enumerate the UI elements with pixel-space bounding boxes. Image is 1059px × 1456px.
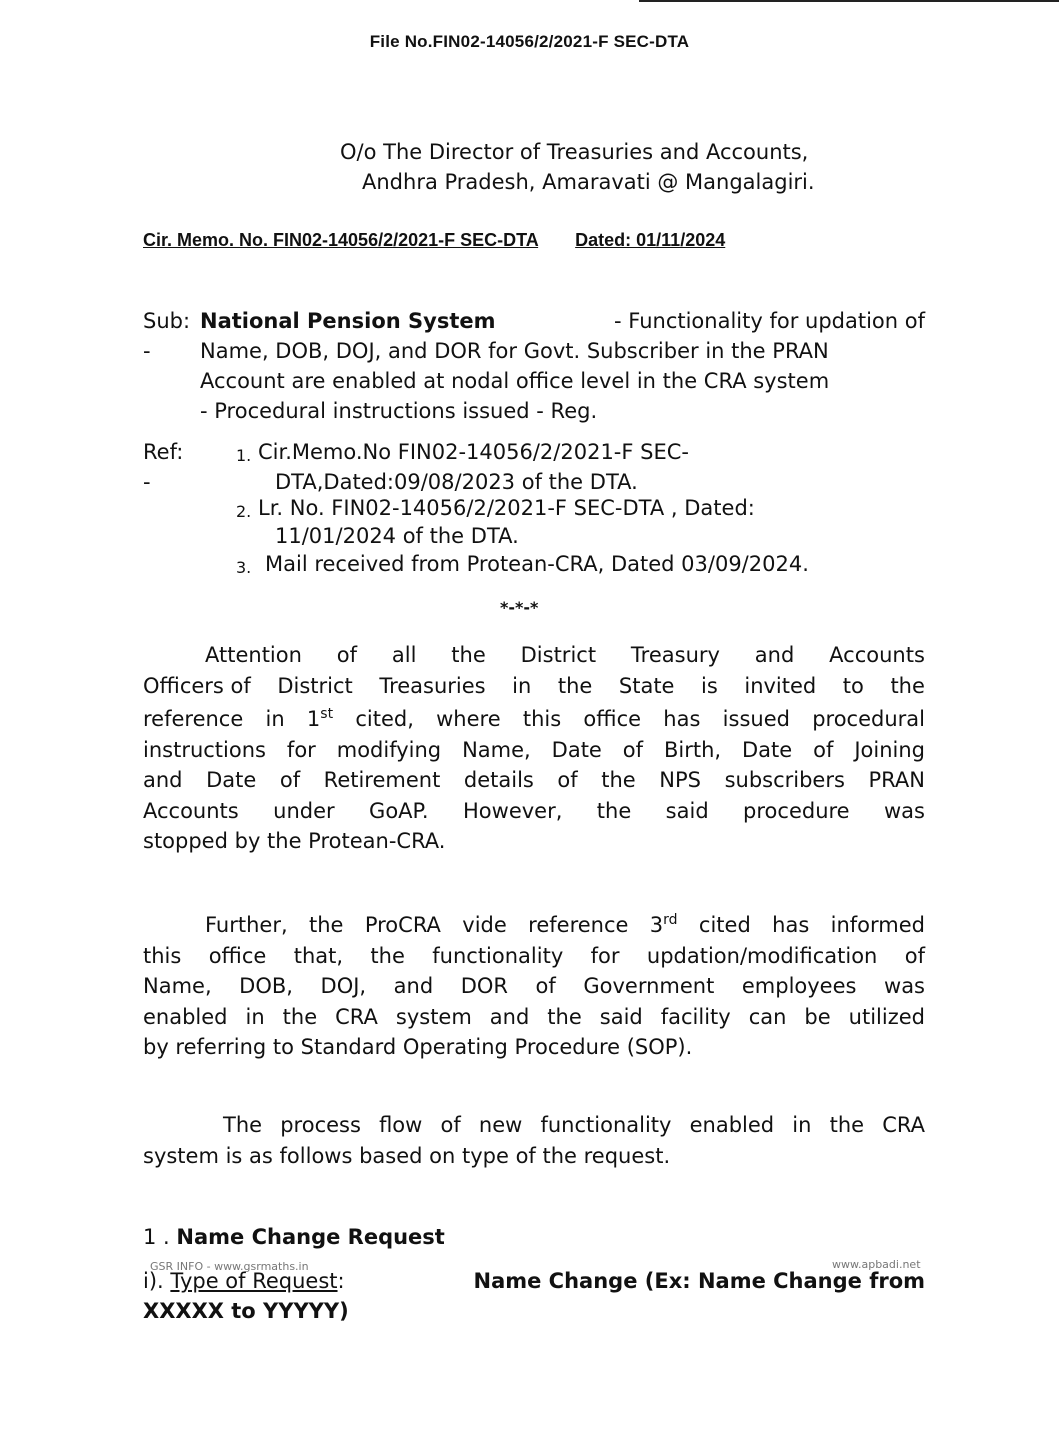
ref-1-line-1: Cir.Memo.No FIN02-14056/2/2021-F SEC- [258, 440, 689, 464]
memo-reference-line [143, 230, 725, 251]
para1-line-5: and Date of Retirement details of the NPS subscribers PRAN [143, 768, 925, 792]
word: Treasuries [379, 673, 486, 698]
para2-line-4: enabled in the CRA system and the said facility can be utilized [143, 1004, 925, 1029]
subject-title: National Pension System [200, 309, 496, 333]
word: is [701, 673, 718, 698]
para1-line-6: Accounts under GoAP. However, the said procedure was [143, 798, 925, 823]
memo-date: Dated: 01/11/2024 [575, 230, 726, 250]
word: State [618, 673, 675, 698]
ref-1-num: 1. [236, 446, 252, 465]
item-label: Type of Request [170, 1269, 338, 1293]
subject-line-3: Account are enabled at nodal office level in the CRA system [200, 369, 830, 393]
word: Accounts [829, 643, 925, 667]
text: Further, the ProCRA vide reference 3 [205, 913, 664, 937]
para2-line-5: by referring to Standard Operating Procedure (SOP). [143, 1035, 693, 1059]
text: reference in 1 [143, 707, 321, 731]
watermark-left: GSR INFO - www.gsrmaths.in [150, 1260, 309, 1273]
word: of [336, 643, 358, 667]
para3-line-1: The process flow of new functionality enabled in the CRA [223, 1113, 925, 1137]
superscript: st [320, 706, 334, 722]
ref-3-num: 3. [236, 558, 252, 577]
word: Officers of [143, 673, 251, 698]
watermark-right: www.apbadi.net [832, 1258, 921, 1271]
word: to [842, 673, 864, 698]
office-line-2: Andhra Pradesh, Amaravati @ Mangalagiri. [362, 170, 815, 194]
text: cited, where this office has issued procedural [333, 707, 925, 731]
office-line-1: O/o The Director of Treasuries and Accounts, [340, 140, 809, 164]
para2-line-3: Name, DOB, DOJ, and DOR of Government employees was [143, 974, 925, 998]
text: cited has informed [677, 913, 925, 937]
top-rule [639, 0, 1059, 2]
word: invited [744, 673, 817, 698]
section-number: 1 . [143, 1225, 170, 1249]
subject-label: Sub: [143, 309, 191, 333]
ref-2-num: 2. [236, 502, 252, 521]
word: and [754, 643, 795, 667]
word: Attention [205, 643, 302, 667]
file-number: File No.FIN02-14056/2/2021-F SEC-DTA [369, 32, 690, 51]
item-value-line-1: Name Change (Ex: Name Change from [473, 1269, 925, 1293]
paragraph-attention [143, 640, 925, 857]
para2-line-2: this office that, the functionality for updation/modification of [143, 943, 925, 968]
office-address [340, 137, 815, 197]
word: in [512, 673, 532, 698]
memo-number: Cir. Memo. No. FIN02-14056/2/2021-F SEC-DTA [143, 230, 539, 250]
word: the [451, 643, 486, 667]
paragraph-further [143, 910, 925, 1063]
subject-line-4: - Procedural instructions issued - Reg. [200, 399, 598, 423]
word: District [520, 643, 597, 667]
subject-dash: - [143, 339, 151, 363]
section-1-heading [143, 1222, 445, 1252]
subject-line-1-rest: - Functionality for updation of [614, 309, 925, 333]
para2-line-1 [143, 910, 925, 941]
paragraph-process-flow [143, 1110, 925, 1171]
para1-line-7: stopped by the Protean-CRA. [143, 829, 446, 853]
section-title: Name Change Request [176, 1225, 445, 1249]
item-colon: : [337, 1269, 345, 1293]
word: the [557, 673, 593, 698]
para3-line-2: system is as follows based on type of the request. [143, 1143, 671, 1168]
para1-line-1 [143, 640, 925, 671]
section-1-item [143, 1266, 925, 1326]
item-value-line-2: XXXXX to YYYYY) [143, 1299, 349, 1323]
word: District [277, 673, 353, 698]
word: Treasury [630, 643, 720, 667]
word: all [391, 643, 417, 667]
superscript: rd [663, 912, 678, 928]
ref-1-line-2: DTA,Dated:09/08/2023 of the DTA. [275, 470, 638, 494]
para1-line-4: instructions for modifying Name, Date of Birth, Date of Joining [143, 737, 925, 762]
subject-line-2: Name, DOB, DOJ, and DOR for Govt. Subscriber in the PRAN [200, 339, 829, 363]
item-prefix: i). [143, 1269, 164, 1293]
para1-line-3 [143, 704, 925, 735]
ref-2-line-2: 11/01/2024 of the DTA. [275, 524, 519, 548]
ref-dash: - [143, 470, 151, 494]
separator-stars: *-*-* [500, 598, 539, 617]
ref-2-line-1: Lr. No. FIN02-14056/2/2021-F SEC-DTA , Dated: [258, 496, 755, 520]
subject-text [200, 306, 925, 426]
ref-3-line-1: Mail received from Protean-CRA, Dated 03/09/2024. [265, 552, 809, 576]
word: the [890, 673, 925, 698]
ref-label: Ref: [143, 440, 184, 464]
para1-line-2 [143, 671, 925, 702]
subject-line-1 [200, 306, 925, 336]
